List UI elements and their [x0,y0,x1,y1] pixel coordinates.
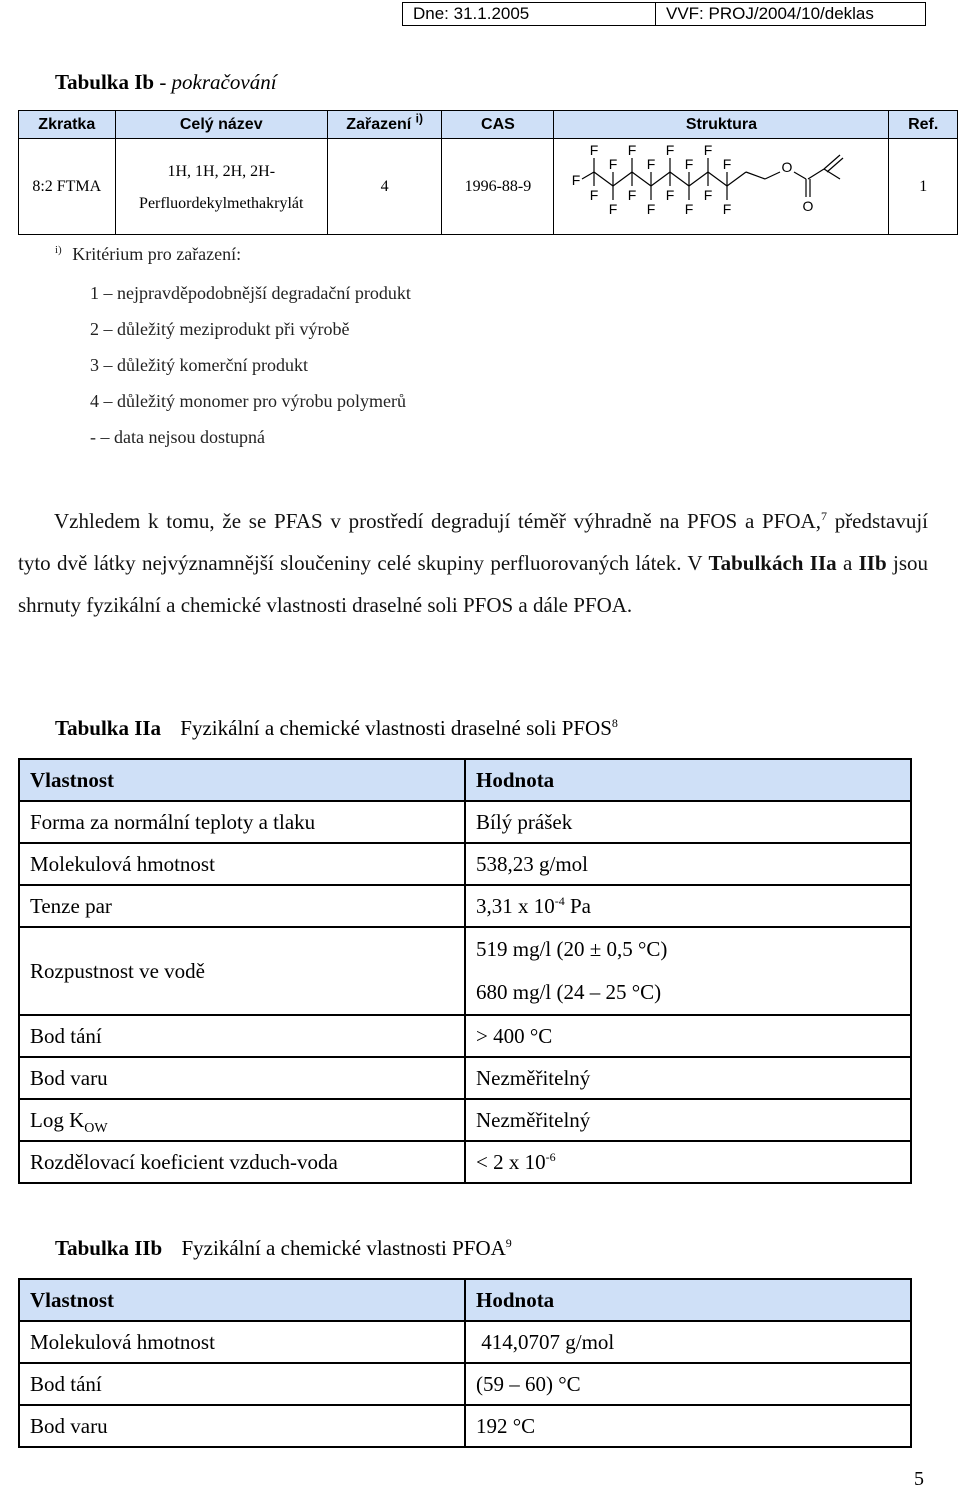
atom-f: F [590,142,599,158]
table-ib-title [55,70,277,95]
table-iia-ref: 8 [611,716,618,730]
bond [794,172,806,179]
row-key: Tenze par [19,885,465,927]
page-number: 5 [914,1468,924,1490]
document-header [402,2,926,26]
row-value-line2: 680 mg/l (24 – 25 °C) [476,980,662,1004]
para-ref-7: 7 [820,509,827,523]
row-value: 414,0707 g/mol [465,1321,911,1363]
col-header-hodnota: Hodnota [465,1279,911,1321]
table-row [19,927,911,1015]
header-date: Dne: 31.1.2005 [403,3,656,25]
para-part-1: Vzhledem k tomu, že se PFAS v prostředí degradují téměř výhradně na PFOS a PFOA, [54,509,821,533]
table-row [19,843,911,885]
row-key: Forma za normální teploty a tlaku [19,801,465,843]
col-header-vlastnost: Vlastnost [19,759,465,801]
atom-f: F [723,156,732,172]
table-row [19,801,911,843]
bond [824,169,840,179]
row-value [465,1141,911,1183]
row-value: 538,23 g/mol [465,843,911,885]
bond [746,172,765,179]
table-iib-caption [55,1236,512,1261]
table-row [19,139,958,235]
cell-zkratka: 8:2 FTMA [19,139,116,235]
table-row [19,1015,911,1057]
zarazeni-note-marker: i) [415,111,424,126]
table-iia [18,758,912,1184]
structural-formula [554,139,886,234]
cell-nazev-line2: Perfluordekylmethakrylát [139,194,304,212]
atom-o: O [803,198,814,214]
bond [670,172,689,186]
row-key-base: Log K [30,1107,85,1132]
table-row [19,1363,911,1405]
row-key: Molekulová hmotnost [19,1321,465,1363]
criteria-item-1: 1 – nejpravděpodobnější degradační produkt [90,283,411,303]
para-bold-2: IIb [858,551,887,575]
bond [651,172,670,186]
table-row [19,1405,911,1447]
row-key [19,1099,465,1141]
table-header-row [19,1279,911,1321]
table-iib-ref: 9 [505,1236,512,1250]
col-header-struktura: Struktura [554,111,889,139]
table-row [19,1141,911,1183]
table-row [19,885,911,927]
criteria-item-2: 2 – důležitý meziprodukt při výrobě [90,319,350,339]
row-value: > 400 °C [465,1015,911,1057]
col-header-zarazeni-text: Zařazení [346,115,412,133]
table-ib-title-label: Tabulka Ib [55,70,155,94]
row-value: (59 – 60) °C [465,1363,911,1405]
table-row [19,1321,911,1363]
atom-f: F [647,156,656,172]
bond [632,172,651,186]
table-iia-label: Tabulka IIa [55,716,162,740]
atom-f: F [685,201,694,217]
row-value-exponent: -4 [554,893,565,908]
col-header-cas: CAS [442,111,554,139]
row-value: Nezměřitelný [465,1099,911,1141]
cell-struktura [554,139,889,235]
row-value-base: 3,31 x 10 [476,893,555,918]
atom-f: F [647,201,656,217]
col-header-nazev: Celý název [115,111,327,139]
atom-f: F [723,201,732,217]
criteria-heading [55,244,241,265]
atom-o: O [782,159,793,175]
table-iib-label: Tabulka IIb [55,1236,163,1260]
bond [765,172,780,179]
table-header-row [19,111,958,139]
table-header-row [19,759,911,801]
row-value-base: < 2 x 10 [476,1149,546,1174]
header-reference: VVF: PROJ/2004/10/deklas [666,4,874,23]
col-header-ref: Ref. [889,111,958,139]
row-key: Bod varu [19,1405,465,1447]
col-header-zarazeni [327,111,441,139]
criteria-note-marker: i) [55,244,62,256]
para-bold-1: Tabulkách IIa [708,551,837,575]
table-row [19,1099,911,1141]
atom-f: F [685,156,694,172]
row-key: Bod tání [19,1015,465,1057]
para-part-4: jsou shrnuty fyzikální a chemické vlastnosti draselné soli PFOS a dále PFOA. [18,551,928,617]
atom-f: F [609,156,618,172]
cell-nazev [115,139,327,235]
para-part-2: představují tyto dvě látky nejvýznamnější sloučeniny celé skupiny perfluorovaných látek. V [18,509,928,575]
row-value: Nezměřitelný [465,1057,911,1099]
criteria-item-4: 4 – důležitý monomer pro výrobu polymerů [90,391,406,411]
atom-f: F [666,142,675,158]
row-value-line1: 519 mg/l (20 ± 0,5 °C) [476,937,668,961]
row-key: Rozpustnost ve vodě [19,927,465,1015]
row-value: 192 °C [465,1405,911,1447]
table-iib-caption-text: Fyzikální a chemické vlastnosti PFOA [181,1236,506,1260]
col-header-vlastnost: Vlastnost [19,1279,465,1321]
row-key: Bod tání [19,1363,465,1405]
bond [689,172,708,186]
criteria-item-3: 3 – důležitý komerční produkt [90,355,308,375]
cell-zarazeni: 4 [327,139,441,235]
row-value: Bílý prášek [465,801,911,843]
table-iia-caption [55,716,618,741]
atom-f: F [628,142,637,158]
bond [708,172,727,186]
row-value-unit: Pa [564,893,591,918]
row-key-subscript: OW [84,1120,108,1136]
atom-f: F [609,201,618,217]
criteria-item-5: - – data nejsou dostupná [90,427,265,447]
atom-f: F [666,187,675,203]
table-ib-title-continuation: - pokračování [159,70,277,94]
cell-ref: 1 [889,139,958,235]
row-key: Molekulová hmotnost [19,843,465,885]
bond [613,172,632,186]
atom-f: F [572,172,581,188]
body-paragraph [18,500,928,626]
atom-f: F [704,142,713,158]
cell-cas: 1996-88-9 [442,139,554,235]
row-key: Rozdělovací koeficient vzduch-voda [19,1141,465,1183]
criteria-heading-text: Kritérium pro zařazení: [72,244,242,264]
para-part-3: a [836,551,859,575]
bond [808,169,824,179]
table-ib [18,110,958,235]
table-iia-caption-text: Fyzikální a chemické vlastnosti draselné soli PFOS [180,716,612,740]
table-row [19,1057,911,1099]
col-header-zkratka: Zkratka [19,111,116,139]
atom-f: F [628,187,637,203]
table-iib [18,1278,912,1448]
row-key: Bod varu [19,1057,465,1099]
row-value [465,885,911,927]
bond [582,172,594,179]
bond [594,172,613,186]
atom-f: F [590,187,599,203]
atom-f: F [704,187,713,203]
bond [727,172,746,186]
col-header-hodnota: Hodnota [465,759,911,801]
row-value [465,927,911,1015]
row-value-exponent: -6 [545,1149,556,1164]
cell-nazev-line1: 1H, 1H, 2H, 2H- [167,162,276,180]
